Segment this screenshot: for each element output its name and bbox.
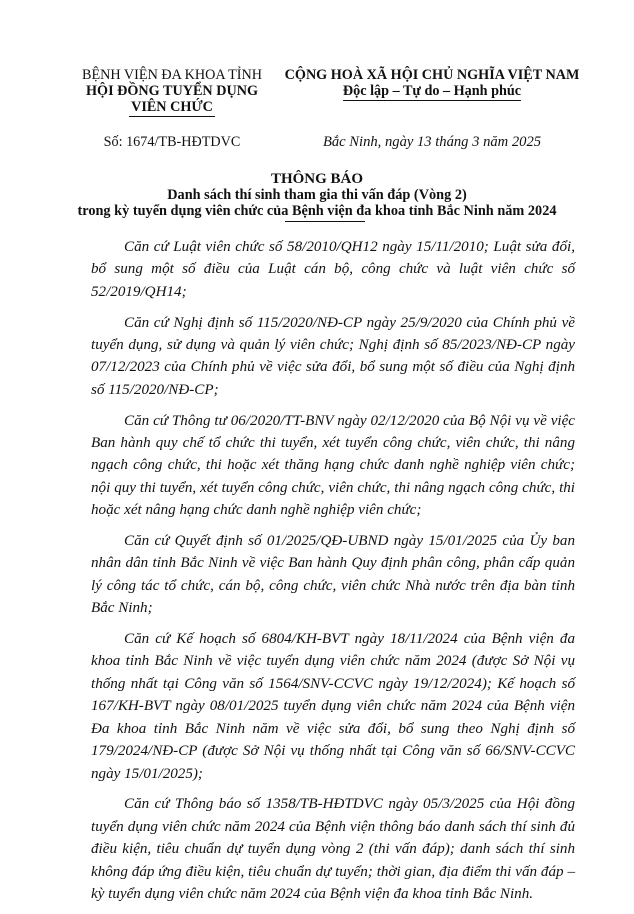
national-header [282, 67, 582, 101]
org-name-line3: VIÊN CHỨC [131, 99, 213, 115]
legal-basis-paragraph: Căn cứ Quyết định số 01/2025/QĐ-UBND ngày 15/01/2025 của Ủy ban nhân dân tỉnh Bắc Ninh về việc Ban hành Quy định phân công, phân cấp quản lý công tác tổ chức, cán bộ, công chức, viên chức Nhà nước trên địa bàn tỉnh Bắc Ninh; [91, 533, 575, 617]
legal-basis-paragraph: Căn cứ Nghị định số 115/2020/NĐ-CP ngày 25/9/2020 của Chính phủ về tuyển dụng, sử dụng và quản lý viên chức; Nghị định số 85/2023/NĐ-CP ngày 07/12/2023 của Chính phủ về việc sửa đổi, bổ sung một số điều của Nghị định số 115/2020/NĐ-CP; [91, 314, 575, 398]
title-divider [285, 221, 365, 222]
national-title: CỘNG HOÀ XÃ HỘI CHỦ NGHĨA VIỆT NAM [284, 67, 580, 83]
legal-basis-paragraph: Căn cứ Thông báo số 1358/TB-HĐTDVC ngày 05/3/2025 của Hội đồng tuyển dụng viên chức năm 2024 của Bệnh viện thông báo danh sách thí sinh đủ điều kiện, tiêu chuẩn dự tuyển dụng vòng 2 (thi vấn đáp); danh sách thí sinh không đáp ứng điều kiện, tiêu chuẩn dự tuyển; thời gian, địa điểm thi vấn đáp – kỳ tuyển dụng viên chức năm 2024 của Bệnh viện đa khoa tỉnh Bắc Ninh. [91, 796, 575, 902]
document-title [40, 171, 594, 219]
title-subtitle-line1: Danh sách thí sinh tham gia thi vấn đáp (Vòng 2) [167, 187, 467, 203]
legal-basis-paragraph: Căn cứ Luật viên chức số 58/2010/QH12 ngày 15/11/2010; Luật sửa đổi, bổ sung một số điều của Luật cán bộ, công chức và luật viên chức số 52/2019/QH14; [91, 239, 575, 300]
document-number: Số: 1674/TB-HĐTDVC [103, 134, 241, 150]
issuing-authority [62, 67, 282, 117]
org-name-line1: BỆNH VIỆN ĐA KHOA TỈNH [82, 67, 262, 83]
org-name-line2: HỘI ĐỒNG TUYỂN DỤNG [86, 83, 258, 99]
document-body [91, 236, 575, 914]
legal-basis-paragraph: Căn cứ Kế hoạch số 6804/KH-BVT ngày 18/11/2024 của Bệnh viện đa khoa tỉnh Bắc Ninh về việc tuyển dụng viên chức năm 2024 (được Sở Nội vụ thống nhất tại Công văn số 1564/SNV-CCVC ngày 19/12/2024); Kế hoạch số 167/KH-BVT ngày 08/01/2025 tuyển dụng viên chức năm 2024 của Bệnh viện Đa khoa tỉnh Bắc Ninh năm về việc sửa đổi, bổ sung theo Nghị định số 179/2024/NĐ-CP (được Sở Nội vụ thống nhất tại Công văn số 66/SNV-CCVC ngày 15/01/2025); [91, 631, 575, 782]
national-motto: Độc lập – Tự do – Hạnh phúc [342, 83, 522, 99]
place-date: Bắc Ninh, ngày 13 tháng 3 năm 2025 [322, 134, 542, 150]
legal-basis-paragraph: Căn cứ Thông tư 06/2020/TT-BNV ngày 02/12/2020 của Bộ Nội vụ về việc Ban hành quy chế tổ chức thi tuyển, xét tuyển công chức, viên chức, thi nâng ngạch công chức, thi hoặc xét thăng hạng chức danh nghề nghiệp viên chức; nội quy thi tuyển, xét tuyển công chức, viên chức, thi nâng ngạch công chức, thi hoặc xét nâng hạng chức danh nghề nghiệp viên chức; [91, 412, 575, 519]
title-heading: THÔNG BÁO [270, 171, 364, 187]
title-subtitle-line2: trong kỳ tuyển dụng viên chức của Bệnh viện đa khoa tỉnh Bắc Ninh năm 2024 [77, 203, 557, 219]
